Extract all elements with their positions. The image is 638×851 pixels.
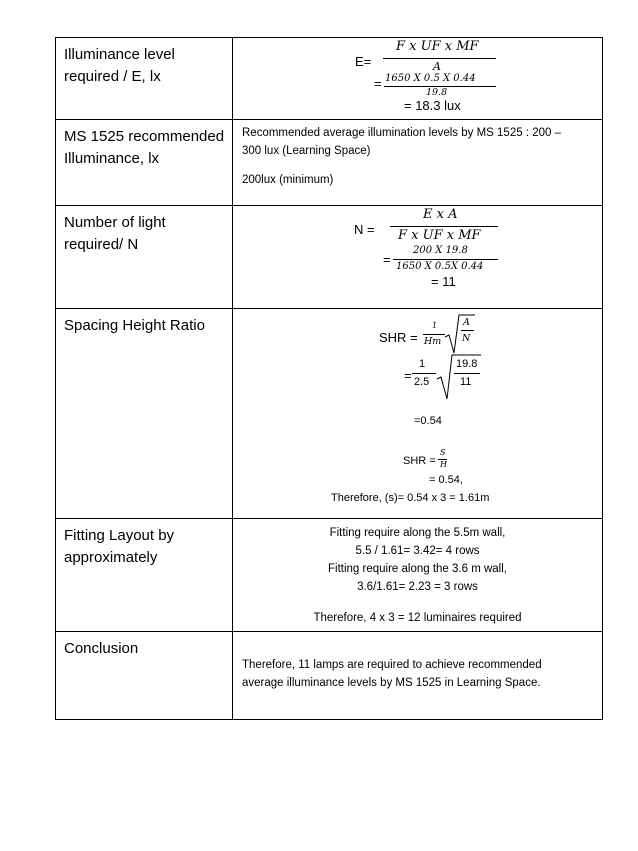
fraction-numerator: 1 — [432, 321, 438, 330]
spacing-therefore: Therefore, (s)= 0.54 x 3 = 1.61m — [331, 492, 490, 504]
shr-result: =0.54 — [414, 415, 442, 427]
square-root-icon — [445, 313, 475, 355]
fraction-numerator: 1 — [419, 358, 426, 370]
formula-numerator: E x A — [423, 207, 458, 222]
radicand-numerator: 19.8 — [456, 358, 478, 370]
shr2-result: = 0.54, — [429, 474, 463, 486]
fitting-line: Fitting require along the 5.5m wall, — [329, 527, 506, 539]
illuminance-formula — [233, 38, 603, 120]
formula-lhs: N = — [354, 222, 375, 237]
shr-formula — [233, 309, 603, 519]
row-label-illuminance: Illuminance level required / E, lx — [56, 38, 233, 120]
radicand-numerator: A — [463, 317, 470, 328]
fitting-line: 3.6/1.61= 2.23 = 3 rows — [357, 581, 478, 593]
formula-eq: = — [374, 76, 382, 91]
fitting-line: 5.5 / 1.61= 3.42= 4 rows — [355, 545, 480, 557]
number-of-lights-formula — [233, 206, 603, 309]
shr2-denominator: H — [440, 460, 447, 469]
row-label-number-of-lights: Number of light required/ N — [56, 206, 233, 309]
formula-denominator: F x UF x MF — [398, 228, 481, 243]
calculation-table — [55, 37, 603, 720]
table-row — [56, 120, 603, 206]
table-row — [56, 38, 603, 120]
formula-lhs: SHR = — [379, 330, 418, 345]
radicand-denominator: 11 — [460, 376, 472, 388]
fraction-denominator: Hm — [424, 336, 442, 347]
table-row — [56, 309, 603, 519]
row-label-ms1525: MS 1525 recommended Illuminance, lx — [56, 120, 233, 206]
fraction-bar — [454, 373, 480, 374]
radicand-denominator: N — [462, 333, 471, 344]
fraction-bar — [461, 330, 474, 331]
table-row — [56, 519, 603, 632]
fraction-bar — [383, 58, 496, 59]
ms1525-line: 300 lux (Learning Space) — [242, 145, 371, 157]
row-label-shr: Spacing Height Ratio — [56, 309, 233, 519]
formula-eq: = — [404, 368, 412, 383]
shr2-numerator: S — [440, 448, 446, 457]
formula-eq: = — [383, 252, 391, 267]
formula-numerator: F x UF x MF — [396, 39, 479, 54]
fraction-bar — [412, 373, 436, 374]
ms1525-text — [233, 120, 603, 206]
fraction-bar — [393, 259, 498, 260]
formula-sub-denominator: 1650 X 0.5X 0.44 — [396, 261, 484, 272]
ms1525-line: Recommended average illumination levels by MS 1525 : 200 – — [242, 127, 561, 139]
formula-sub-denominator: 19.8 — [426, 87, 448, 98]
fitting-line: Fitting require along the 3.6 m wall, — [328, 563, 507, 575]
row-label-conclusion: Conclusion — [56, 632, 233, 720]
formula-denominator: A — [433, 60, 441, 73]
fitting-lines — [233, 524, 602, 596]
fraction-bar — [390, 226, 498, 227]
ms1525-minimum: 200lux (minimum) — [242, 174, 334, 186]
formula-result: = 11 — [431, 274, 456, 289]
row-label-fitting-layout: Fitting Layout by approximately — [56, 519, 233, 632]
fitting-layout-text — [233, 519, 603, 632]
table-row — [56, 206, 603, 309]
conclusion-text — [233, 632, 603, 720]
conclusion-line: Therefore, 11 lamps are required to achieve recommended — [242, 659, 542, 671]
conclusion-line: average illuminance levels by MS 1525 in Learning Space. — [242, 677, 541, 689]
formula-sub-numerator: 200 X 19.8 — [413, 245, 468, 256]
formula-lhs: E= — [355, 54, 372, 69]
fitting-therefore: Therefore, 4 x 3 = 12 luminaires required — [313, 612, 522, 624]
formula-sub-numerator: 1650 X 0.5 X 0.44 — [385, 73, 476, 84]
fraction-denominator: 2.5 — [414, 376, 430, 388]
fraction-bar — [423, 334, 445, 335]
shr2-lhs: SHR = — [403, 455, 436, 467]
formula-result: = 18.3 lux — [404, 98, 461, 113]
table-row — [56, 632, 603, 720]
